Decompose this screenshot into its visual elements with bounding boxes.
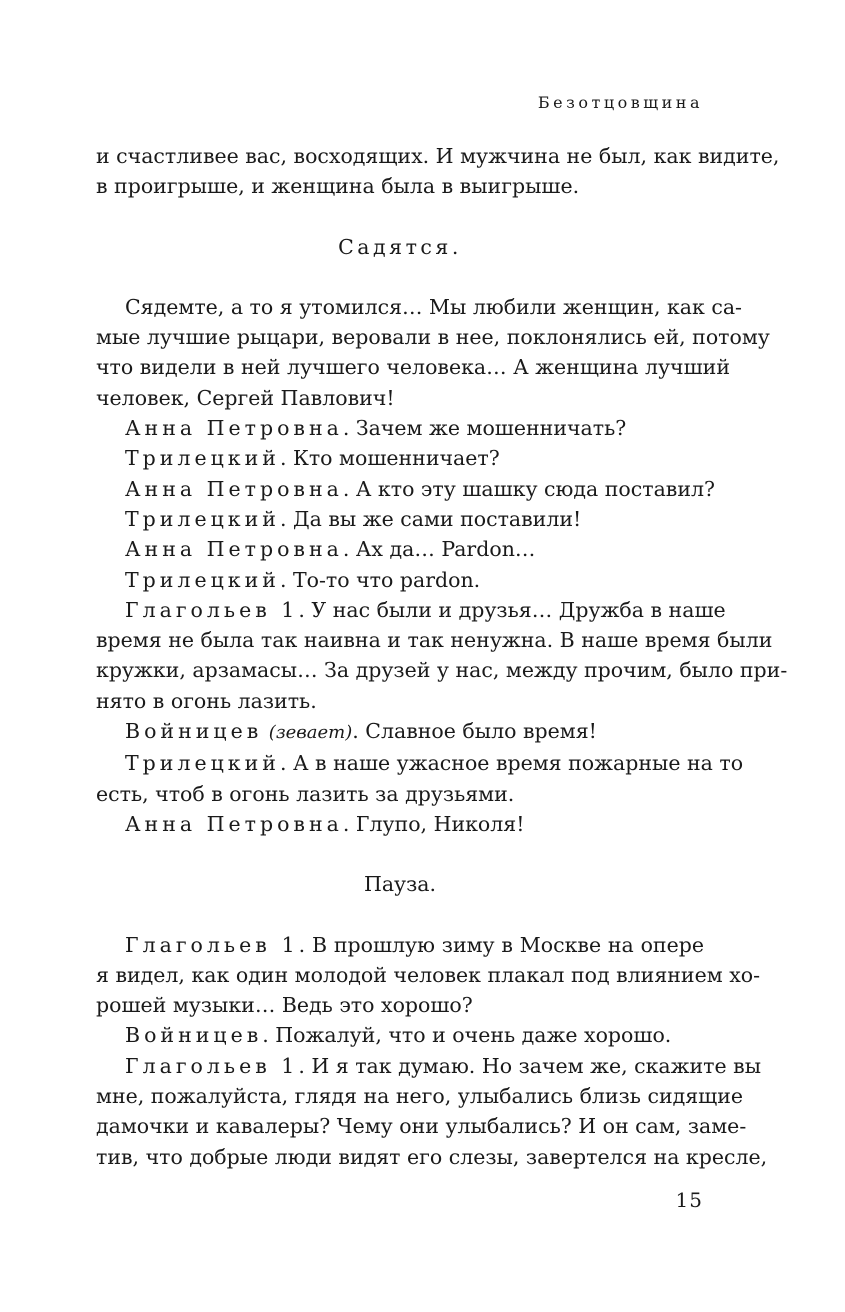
speaker-name: Анна Петровна — [125, 476, 343, 501]
dialogue-text: . Зачем же мошенничать? — [342, 416, 627, 441]
dialogue-text: . И я так думаю. Но зачем же, скажите вы — [298, 1053, 762, 1078]
text-line: я видел, как один молодой человек плакал под влиянием хо- — [96, 962, 761, 987]
text-line: Сядемте, а то я утомился… Мы любили женщин, как са- — [125, 294, 742, 319]
dialogue-line — [96, 930, 704, 960]
speaker-name: Войницев — [125, 1023, 263, 1048]
text-line: что видели в ней лучшего человека… А женщина лучший — [96, 355, 730, 380]
text-line: человек, Сергей Павлович! — [96, 385, 395, 410]
dialogue-text: . То-то что pardon. — [279, 567, 481, 592]
dialogue-line — [96, 534, 704, 564]
dialogue-text: . Кто мошенничает? — [279, 446, 500, 471]
dialogue-text: . Славное было время! — [352, 719, 597, 744]
dialogue-text: . Ах да… Pardon… — [342, 537, 536, 562]
dialogue-line — [96, 595, 726, 625]
dialogue-text: . А кто эту шашку сюда поставил? — [342, 476, 716, 501]
dialogue-line — [96, 716, 704, 748]
text-line: рошей музыки… Ведь это хорошо? — [96, 993, 473, 1018]
stage-direction: Садятся. — [338, 234, 462, 259]
dialogue-line — [96, 474, 716, 504]
text-line: время не была так наивна и так ненужна. В наше время были — [96, 628, 773, 653]
page-number: 15 — [675, 1188, 703, 1212]
text-line: есть, чтоб в огонь лазить за друзьями. — [96, 781, 515, 806]
dialogue-text: . У нас были и друзья… Дружба в наше — [298, 597, 726, 622]
speaker-name: Анна Петровна — [125, 537, 343, 562]
text-block — [96, 141, 788, 1172]
speaker-name: Трилецкий — [125, 751, 280, 776]
dialogue-line — [96, 1051, 762, 1081]
dialogue-text: . В прошлую зиму в Москве на опере — [298, 932, 704, 957]
dialogue-line — [96, 443, 704, 473]
text-line: кружки, арзамасы… За друзей у нас, между прочим, было при- — [96, 658, 788, 683]
text-line: тив, что добрые люди видят его слезы, завертелся на кресле, — [96, 1144, 768, 1169]
dialogue-text: . Пожалуй, что и очень даже хорошо. — [262, 1023, 672, 1048]
speaker-name: Глагольев 1 — [125, 932, 299, 957]
text-line: нято в огонь лазить. — [96, 688, 317, 713]
text-line: мые лучшие рыцари, веровали в нее, поклонялись ей, потому — [96, 325, 770, 350]
inline-stage-direction: (зевает) — [268, 722, 353, 744]
dialogue-text: . А в наше ужасное время пожарные на то — [279, 751, 744, 776]
running-head: Безотцовщина — [537, 93, 703, 112]
text-line: и счастливее вас, восходящих. И мужчина не был, как видите, — [96, 144, 780, 168]
dialogue-line — [96, 809, 704, 839]
dialogue-text: . Глупо, Николя! — [342, 811, 525, 836]
speaker-name: Глагольев 1 — [125, 597, 299, 622]
text-line: мне, пожалуйста, глядя на него, улыбались близь сидящие — [96, 1084, 744, 1109]
dialogue-line — [96, 413, 704, 443]
speaker-name: Анна Петровна — [125, 811, 343, 836]
speaker-name: Трилецкий — [125, 506, 280, 531]
speaker-name: Трилецкий — [125, 446, 280, 471]
text-line: дамочки и кавалеры? Чему они улыбались? И он сам, заме- — [96, 1114, 747, 1139]
speaker-name: Глагольев 1 — [125, 1053, 299, 1078]
speaker-name: Войницев — [125, 719, 263, 744]
dialogue-line — [96, 748, 744, 778]
speaker-name: Трилецкий — [125, 567, 280, 592]
stage-direction: Пауза. — [363, 872, 437, 897]
dialogue-line — [96, 504, 704, 534]
speaker-name: Анна Петровна — [125, 416, 343, 441]
dialogue-line — [96, 1020, 704, 1050]
dialogue-text: . Да вы же сами поставили! — [279, 506, 582, 531]
dialogue-line — [96, 565, 704, 595]
text-line: в проигрыше, и женщина была в выигрыше. — [96, 174, 580, 199]
